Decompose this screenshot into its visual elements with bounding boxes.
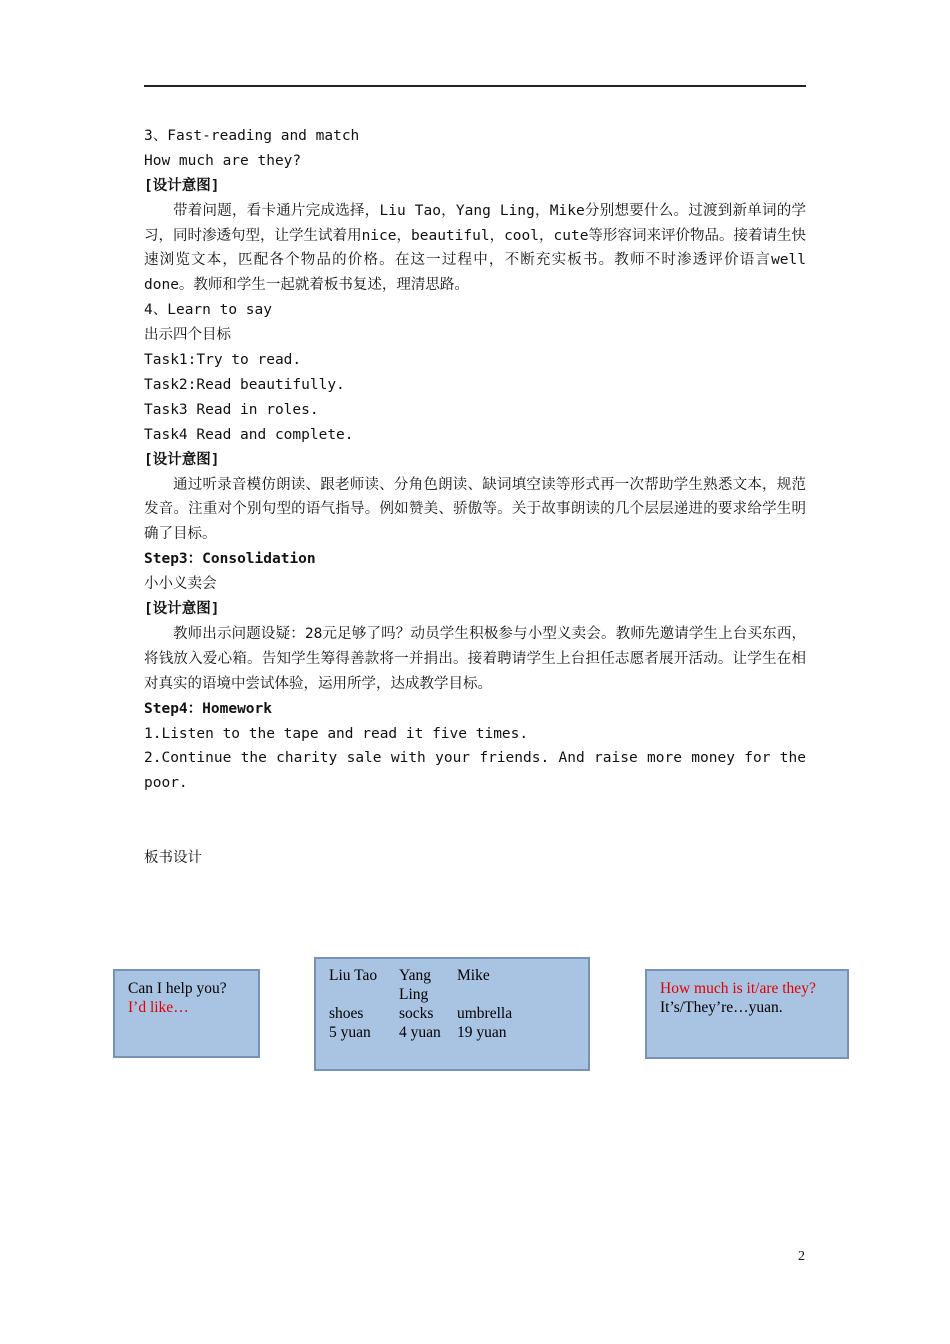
grid-cell: Liu Tao [329, 967, 378, 984]
section4-intro: 出示四个目标 [144, 327, 231, 344]
grid-cell: Mike [457, 967, 490, 984]
section3-question: How much are they? [144, 152, 302, 169]
task-item: Task4 Read and complete. [144, 426, 354, 443]
document-body [144, 124, 806, 871]
grid-cell: socks [399, 1005, 434, 1022]
header-rule [144, 85, 806, 87]
task-item: Task2:Read beautifully. [144, 376, 345, 393]
board-design-title: 板书设计 [144, 849, 202, 866]
box-right-line2: It’s/They’re…yuan. [660, 999, 783, 1016]
section3-design-label: [设计意图] [144, 177, 220, 194]
homework-item-1: 1.Listen to the tape and read it five times. [144, 725, 529, 742]
step3-activity: 小小义卖会 [144, 576, 217, 593]
board-box-left [113, 969, 260, 1058]
homework-item-2-line2: poor. [144, 775, 188, 792]
grid-cell: Yang Ling [399, 967, 432, 1003]
box-left-line1: Can I help you? [128, 980, 227, 997]
section3-design-text: 带着问题，看卡通片完成选择，Liu Tao，Yang Ling，Mike分别想要什么。过渡到新单词的学习，同时渗透句型，让学生试着用nice，beautiful，cool，cute等形容词来评价物品。接着请生快速浏览文本，匹配各个物品的价格。在这一过程中，不断充实板书。教师不时渗透评价语言well done。教师和学生一起就着板书复述，理清思路。 [144, 202, 806, 294]
grid-cell: 4 yuan [399, 1024, 441, 1041]
board-box-right [645, 969, 849, 1059]
task-item: Task3 Read in roles. [144, 401, 319, 418]
box-left-line2: I’d like… [128, 999, 189, 1016]
page-number: 2 [798, 1249, 805, 1264]
section3-heading: 3、Fast-reading and match [144, 128, 360, 144]
section4-design-label: [设计意图] [144, 451, 220, 468]
homework-item-2-line1: 2.Continue the charity sale with your friends. And raise more money for the [144, 750, 806, 767]
box-right-line1: How much is it/are they? [660, 980, 816, 997]
step4-heading: Step4：Homework [144, 700, 272, 717]
grid-cell: 19 yuan [457, 1024, 507, 1041]
section4-design-text: 通过听录音模仿朗读、跟老师读、分角色朗读、缺词填空读等形式再一次帮助学生熟悉文本，规范发音。注重对个别句型的语气指导。例如赞美、骄傲等。关于故事朗读的几个层层递进的要求给学生明确了目标。 [144, 476, 806, 543]
task-item: Task1:Try to read. [144, 352, 302, 369]
step3-design-text: 教师出示问题设疑：28元足够了吗？动员学生积极参与小型义卖会。教师先邀请学生上台买东西，将钱放入爱心箱。告知学生筹得善款将一并捐出。接着聘请学生上台担任志愿者展开活动。让学生在相对真实的语境中尝试体验，运用所学，达成教学目标。 [144, 625, 806, 692]
grid-cell: shoes [329, 1005, 364, 1022]
board-box-middle [314, 957, 590, 1071]
grid-cell: umbrella [457, 1005, 513, 1022]
section4-heading: 4、Learn to say [144, 302, 272, 319]
name-item-price-grid [329, 966, 588, 1042]
step3-design-label: [设计意图] [144, 601, 220, 618]
step3-heading: Step3：Consolidation [144, 551, 316, 568]
grid-cell: 5 yuan [329, 1024, 371, 1041]
